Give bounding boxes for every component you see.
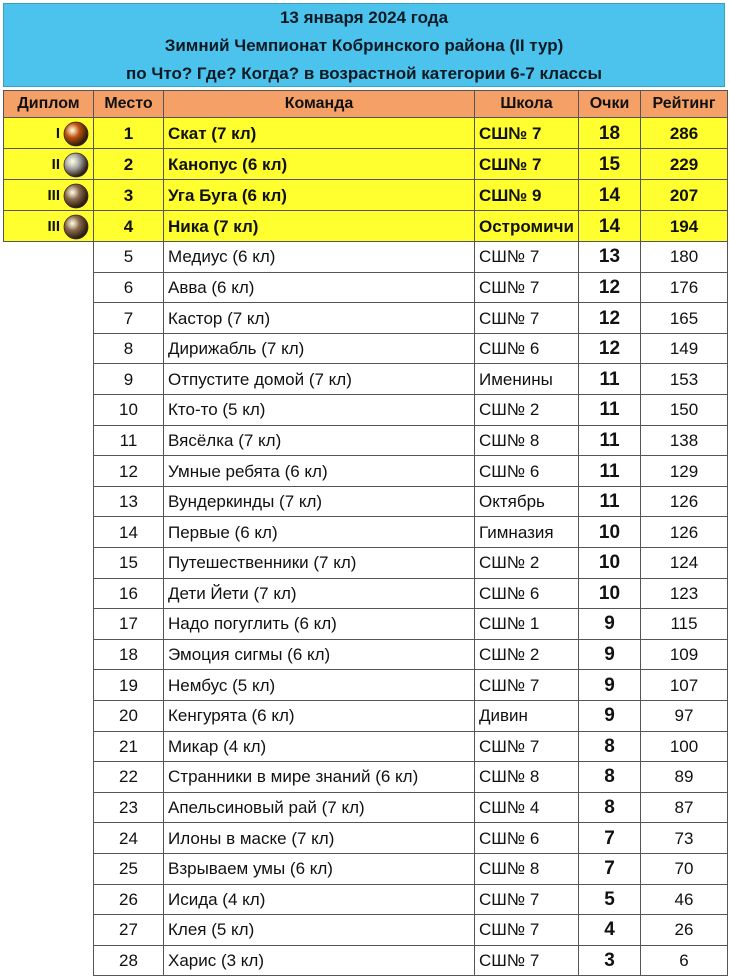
diploma-cell: [4, 180, 94, 211]
rating-cell: 286: [641, 118, 728, 149]
place-cell: 7: [94, 303, 164, 334]
points-cell: 11: [579, 395, 641, 426]
rating-cell: 150: [641, 395, 728, 426]
points-cell: 4: [579, 915, 641, 946]
school-cell: СШ№ 2: [475, 395, 579, 426]
gold-medal-icon: [63, 121, 89, 147]
column-header-points: Очки: [579, 91, 641, 118]
place-cell: 5: [94, 242, 164, 273]
school-cell: СШ№ 7: [475, 242, 579, 273]
school-cell: Остромичи: [475, 211, 579, 242]
silver-medal-icon: [63, 152, 89, 178]
points-cell: 11: [579, 486, 641, 517]
diploma-degree: I: [55, 125, 60, 143]
rating-cell: 176: [641, 272, 728, 303]
team-cell: Канопус (6 кл): [164, 149, 475, 180]
table-row: [4, 639, 728, 670]
place-cell: 20: [94, 700, 164, 731]
place-cell: 22: [94, 762, 164, 793]
points-cell: 11: [579, 364, 641, 395]
rating-cell: 73: [641, 823, 728, 854]
place-cell: 2: [94, 149, 164, 180]
table-row: [4, 303, 728, 334]
table-row: [4, 425, 728, 456]
diploma-degree: III: [47, 187, 60, 205]
school-cell: СШ№ 7: [475, 670, 579, 701]
table-row: [4, 272, 728, 303]
rating-cell: 165: [641, 303, 728, 334]
school-cell: СШ№ 2: [475, 548, 579, 579]
team-cell: Уга Буга (6 кл): [164, 180, 475, 211]
diploma-cell: [4, 731, 94, 762]
team-cell: Первые (6 кл): [164, 517, 475, 548]
school-cell: СШ№ 7: [475, 303, 579, 334]
team-cell: Надо погуглить (6 кл): [164, 609, 475, 640]
table-row: [4, 578, 728, 609]
points-cell: 3: [579, 945, 641, 976]
rating-cell: 70: [641, 853, 728, 884]
team-cell: Эмоция сигмы (6 кл): [164, 639, 475, 670]
points-cell: 5: [579, 884, 641, 915]
place-cell: 8: [94, 333, 164, 364]
points-cell: 10: [579, 548, 641, 579]
team-cell: Взрываем умы (6 кл): [164, 853, 475, 884]
rating-cell: 126: [641, 517, 728, 548]
rating-cell: 126: [641, 486, 728, 517]
team-cell: Ника (7 кл): [164, 211, 475, 242]
points-cell: 12: [579, 333, 641, 364]
school-cell: СШ№ 8: [475, 762, 579, 793]
place-cell: 27: [94, 915, 164, 946]
place-cell: 24: [94, 823, 164, 854]
place-cell: 9: [94, 364, 164, 395]
points-cell: 18: [579, 118, 641, 149]
table-row: [4, 456, 728, 487]
table-row: [4, 548, 728, 579]
rating-cell: 107: [641, 670, 728, 701]
team-cell: Авва (6 кл): [164, 272, 475, 303]
rating-cell: 46: [641, 884, 728, 915]
bronze-medal-icon: [63, 183, 89, 209]
team-cell: Умные ребята (6 кл): [164, 456, 475, 487]
points-cell: 9: [579, 700, 641, 731]
bronze-medal-icon: [63, 214, 89, 240]
team-cell: Клея (5 кл): [164, 915, 475, 946]
points-cell: 12: [579, 272, 641, 303]
school-cell: СШ№ 4: [475, 792, 579, 823]
points-cell: 11: [579, 456, 641, 487]
points-cell: 7: [579, 853, 641, 884]
points-cell: 8: [579, 792, 641, 823]
table-body: [4, 118, 728, 976]
diploma-cell: [4, 456, 94, 487]
table-row: [4, 670, 728, 701]
table-row: [4, 211, 728, 242]
diploma-cell: [4, 945, 94, 976]
school-cell: СШ№ 1: [475, 609, 579, 640]
place-cell: 28: [94, 945, 164, 976]
school-cell: СШ№ 7: [475, 884, 579, 915]
diploma-cell: [4, 118, 94, 149]
school-cell: СШ№ 7: [475, 272, 579, 303]
place-cell: 23: [94, 792, 164, 823]
place-cell: 18: [94, 639, 164, 670]
title-banner: [3, 3, 725, 87]
title-date: 13 января 2024 года: [279, 8, 449, 27]
table-row: [4, 915, 728, 946]
team-cell: Апельсиновый рай (7 кл): [164, 792, 475, 823]
team-cell: Скат (7 кл): [164, 118, 475, 149]
place-cell: 17: [94, 609, 164, 640]
diploma-cell: [4, 303, 94, 334]
table-row: [4, 180, 728, 211]
place-cell: 4: [94, 211, 164, 242]
team-cell: Микар (4 кл): [164, 731, 475, 762]
team-cell: Дети Йети (7 кл): [164, 578, 475, 609]
school-cell: СШ№ 8: [475, 425, 579, 456]
team-cell: Странники в мире знаний (6 кл): [164, 762, 475, 793]
title-championship: Зимний Чемпионат Кобринского района (II тур): [164, 36, 564, 55]
team-cell: Кастор (7 кл): [164, 303, 475, 334]
place-cell: 15: [94, 548, 164, 579]
table-header-row: [4, 91, 728, 118]
points-cell: 8: [579, 762, 641, 793]
points-cell: 12: [579, 303, 641, 334]
place-cell: 25: [94, 853, 164, 884]
school-cell: СШ№ 9: [475, 180, 579, 211]
rating-cell: 138: [641, 425, 728, 456]
diploma-cell: [4, 211, 94, 242]
place-cell: 13: [94, 486, 164, 517]
rating-cell: 194: [641, 211, 728, 242]
school-cell: СШ№ 6: [475, 578, 579, 609]
table-row: [4, 945, 728, 976]
place-cell: 14: [94, 517, 164, 548]
place-cell: 12: [94, 456, 164, 487]
diploma-cell: [4, 149, 94, 180]
place-cell: 6: [94, 272, 164, 303]
team-cell: Кенгурята (6 кл): [164, 700, 475, 731]
points-cell: 14: [579, 211, 641, 242]
place-cell: 10: [94, 395, 164, 426]
diploma-cell: [4, 792, 94, 823]
school-cell: СШ№ 7: [475, 731, 579, 762]
points-cell: 10: [579, 578, 641, 609]
place-cell: 3: [94, 180, 164, 211]
table-row: [4, 792, 728, 823]
column-header-diploma: Диплом: [4, 91, 94, 118]
diploma-cell: [4, 823, 94, 854]
diploma-cell: [4, 915, 94, 946]
school-cell: СШ№ 8: [475, 853, 579, 884]
title-category: по Что? Где? Когда? в возрастной категории 6-7 классы: [126, 64, 602, 83]
diploma-cell: [4, 884, 94, 915]
team-cell: Илоны в маске (7 кл): [164, 823, 475, 854]
school-cell: Именины: [475, 364, 579, 395]
diploma-cell: [4, 242, 94, 273]
team-cell: Вундеркинды (7 кл): [164, 486, 475, 517]
diploma-cell: [4, 853, 94, 884]
points-cell: 9: [579, 609, 641, 640]
school-cell: СШ№ 6: [475, 456, 579, 487]
diploma-cell: [4, 548, 94, 579]
diploma-cell: [4, 700, 94, 731]
team-cell: Исида (4 кл): [164, 884, 475, 915]
table-row: [4, 395, 728, 426]
points-cell: 9: [579, 639, 641, 670]
rating-cell: 149: [641, 333, 728, 364]
place-cell: 16: [94, 578, 164, 609]
rating-cell: 109: [641, 639, 728, 670]
school-cell: Дивин: [475, 700, 579, 731]
points-cell: 15: [579, 149, 641, 180]
rating-cell: 87: [641, 792, 728, 823]
rating-cell: 129: [641, 456, 728, 487]
rating-cell: 100: [641, 731, 728, 762]
points-cell: 7: [579, 823, 641, 854]
column-header-school: Школа: [475, 91, 579, 118]
diploma-cell: [4, 333, 94, 364]
column-header-team: Команда: [164, 91, 475, 118]
rating-cell: 207: [641, 180, 728, 211]
table-row: [4, 762, 728, 793]
team-cell: Вясёлка (7 кл): [164, 425, 475, 456]
table-row: [4, 333, 728, 364]
rating-cell: 97: [641, 700, 728, 731]
rating-cell: 229: [641, 149, 728, 180]
place-cell: 26: [94, 884, 164, 915]
team-cell: Харис (3 кл): [164, 945, 475, 976]
diploma-cell: [4, 364, 94, 395]
place-cell: 11: [94, 425, 164, 456]
points-cell: 11: [579, 425, 641, 456]
diploma-cell: [4, 762, 94, 793]
rating-cell: 26: [641, 915, 728, 946]
school-cell: СШ№ 7: [475, 149, 579, 180]
school-cell: СШ№ 6: [475, 333, 579, 364]
school-cell: СШ№ 7: [475, 915, 579, 946]
table-row: [4, 517, 728, 548]
rating-cell: 123: [641, 578, 728, 609]
place-cell: 19: [94, 670, 164, 701]
points-cell: 10: [579, 517, 641, 548]
diploma-cell: [4, 395, 94, 426]
points-cell: 14: [579, 180, 641, 211]
diploma-cell: [4, 578, 94, 609]
column-header-place: Место: [94, 91, 164, 118]
rating-cell: 89: [641, 762, 728, 793]
school-cell: СШ№ 7: [475, 945, 579, 976]
place-cell: 1: [94, 118, 164, 149]
table-row: [4, 731, 728, 762]
column-header-rating: Рейтинг: [641, 91, 728, 118]
team-cell: Отпустите домой (7 кл): [164, 364, 475, 395]
rating-cell: 6: [641, 945, 728, 976]
table-row: [4, 118, 728, 149]
table-row: [4, 242, 728, 273]
rating-cell: 115: [641, 609, 728, 640]
team-cell: Медиус (6 кл): [164, 242, 475, 273]
team-cell: Дирижабль (7 кл): [164, 333, 475, 364]
table-row: [4, 853, 728, 884]
points-cell: 8: [579, 731, 641, 762]
rating-cell: 180: [641, 242, 728, 273]
diploma-cell: [4, 609, 94, 640]
diploma-degree: II: [51, 156, 60, 174]
team-cell: Кто-то (5 кл): [164, 395, 475, 426]
points-cell: 13: [579, 242, 641, 273]
table-row: [4, 486, 728, 517]
table-row: [4, 823, 728, 854]
table-row: [4, 364, 728, 395]
results-table: [3, 90, 728, 976]
table-row: [4, 884, 728, 915]
diploma-cell: [4, 639, 94, 670]
team-cell: Путешественники (7 кл): [164, 548, 475, 579]
diploma-cell: [4, 517, 94, 548]
rating-cell: 153: [641, 364, 728, 395]
table-row: [4, 700, 728, 731]
school-cell: СШ№ 2: [475, 639, 579, 670]
team-cell: Нембус (5 кл): [164, 670, 475, 701]
points-cell: 9: [579, 670, 641, 701]
place-cell: 21: [94, 731, 164, 762]
table-row: [4, 149, 728, 180]
rating-cell: 124: [641, 548, 728, 579]
diploma-cell: [4, 670, 94, 701]
diploma-cell: [4, 425, 94, 456]
table-row: [4, 609, 728, 640]
diploma-cell: [4, 486, 94, 517]
school-cell: Октябрь: [475, 486, 579, 517]
diploma-degree: III: [47, 218, 60, 236]
school-cell: СШ№ 6: [475, 823, 579, 854]
school-cell: СШ№ 7: [475, 118, 579, 149]
school-cell: Гимназия: [475, 517, 579, 548]
diploma-cell: [4, 272, 94, 303]
